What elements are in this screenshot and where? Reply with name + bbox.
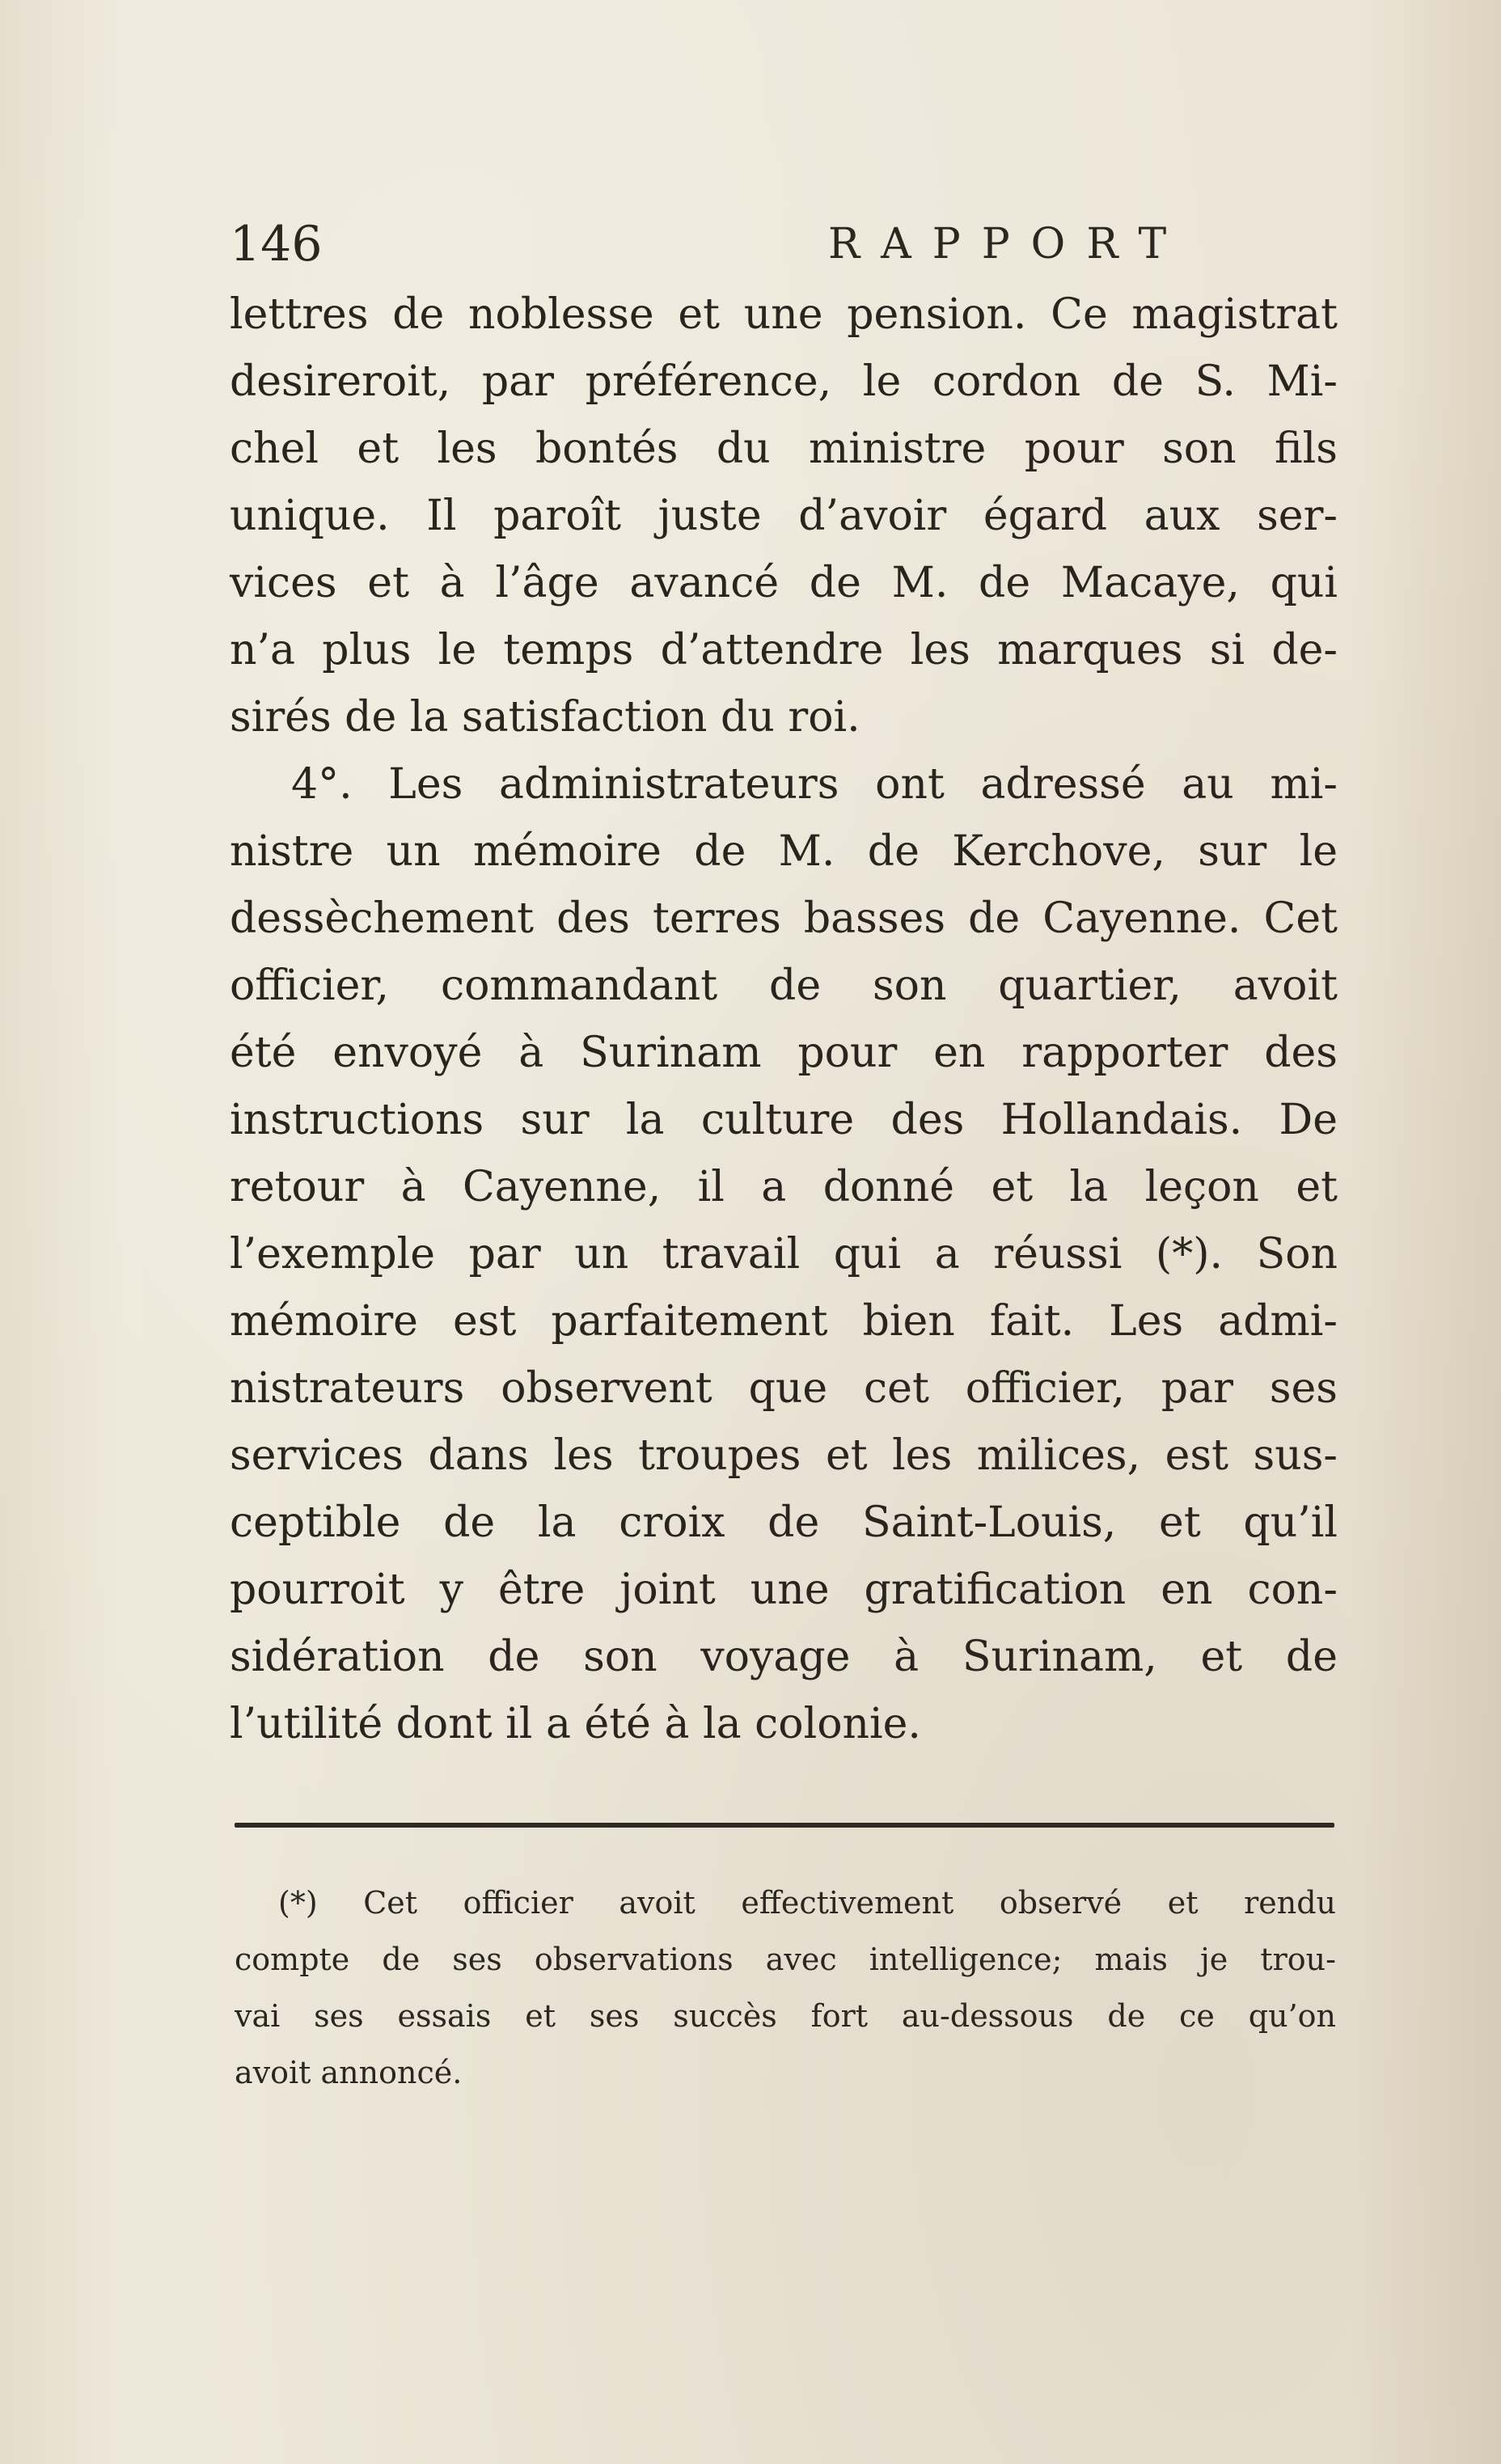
text-line: pourroit y être joint une gratification en con- <box>230 1566 1338 1614</box>
text-line: desireroit, par préférence, le cordon de S. Mi- <box>230 357 1338 406</box>
running-head: RAPPORT <box>828 220 1188 268</box>
text-line: vices et à l’âge avancé de M. de Macaye, qui <box>230 559 1338 607</box>
text-line: chel et les bontés du ministre pour son fils <box>230 425 1338 473</box>
page-header <box>230 212 1339 277</box>
text-line: unique. Il paroît juste d’avoir égard aux ser- <box>230 492 1338 540</box>
text-line: ceptible de la croix de Saint-Louis, et qu’il <box>230 1498 1338 1547</box>
text-line: dessèchement des terres basses de Cayenne. Cet <box>230 894 1338 943</box>
footnote-line: (*) Cet officier avoit effectivement observé et rendu <box>278 1885 1336 1921</box>
text-line: instructions sur la culture des Hollandais. De <box>230 1096 1338 1144</box>
text-line: l’exemple par un travail qui a réussi (*). Son <box>230 1230 1338 1278</box>
text-line: été envoyé à Surinam pour en rapporter des <box>230 1029 1338 1077</box>
footnote-line: avoit annoncé. <box>235 2055 463 2090</box>
footnote-separator-rule <box>235 1823 1334 1828</box>
text-line: officier, commandant de son quartier, avoit <box>230 962 1338 1010</box>
text-line: retour à Cayenne, il a donné et la leçon et <box>230 1163 1338 1211</box>
footnote-line: compte de ses observations avec intelligence; mais je trou- <box>235 1942 1336 1977</box>
page-number: 146 <box>230 216 323 273</box>
text-line: mémoire est parfaitement bien fait. Les admi- <box>230 1297 1338 1346</box>
main-text <box>230 281 1338 1758</box>
text-line: n’a plus le temps d’attendre les marques si de- <box>230 626 1338 674</box>
footnote <box>235 1874 1336 2101</box>
footnote-line: vai ses essais et ses succès fort au-dessous de ce qu’on <box>235 1998 1336 2034</box>
text-line: 4°. Les administrateurs ont adressé au mi- <box>291 760 1338 809</box>
text-line: nistrateurs observent que cet officier, par ses <box>230 1364 1338 1413</box>
text-line: sirés de la satisfaction du roi. <box>230 693 860 742</box>
text-line: lettres de noblesse et une pension. Ce magistrat <box>230 290 1338 339</box>
text-line: l’utilité dont il a été à la colonie. <box>230 1700 921 1748</box>
text-line: services dans les troupes et les milices, est sus- <box>230 1431 1338 1480</box>
text-line: nistre un mémoire de M. de Kerchove, sur le <box>230 827 1338 876</box>
text-line: sidération de son voyage à Surinam, et de <box>230 1633 1338 1681</box>
